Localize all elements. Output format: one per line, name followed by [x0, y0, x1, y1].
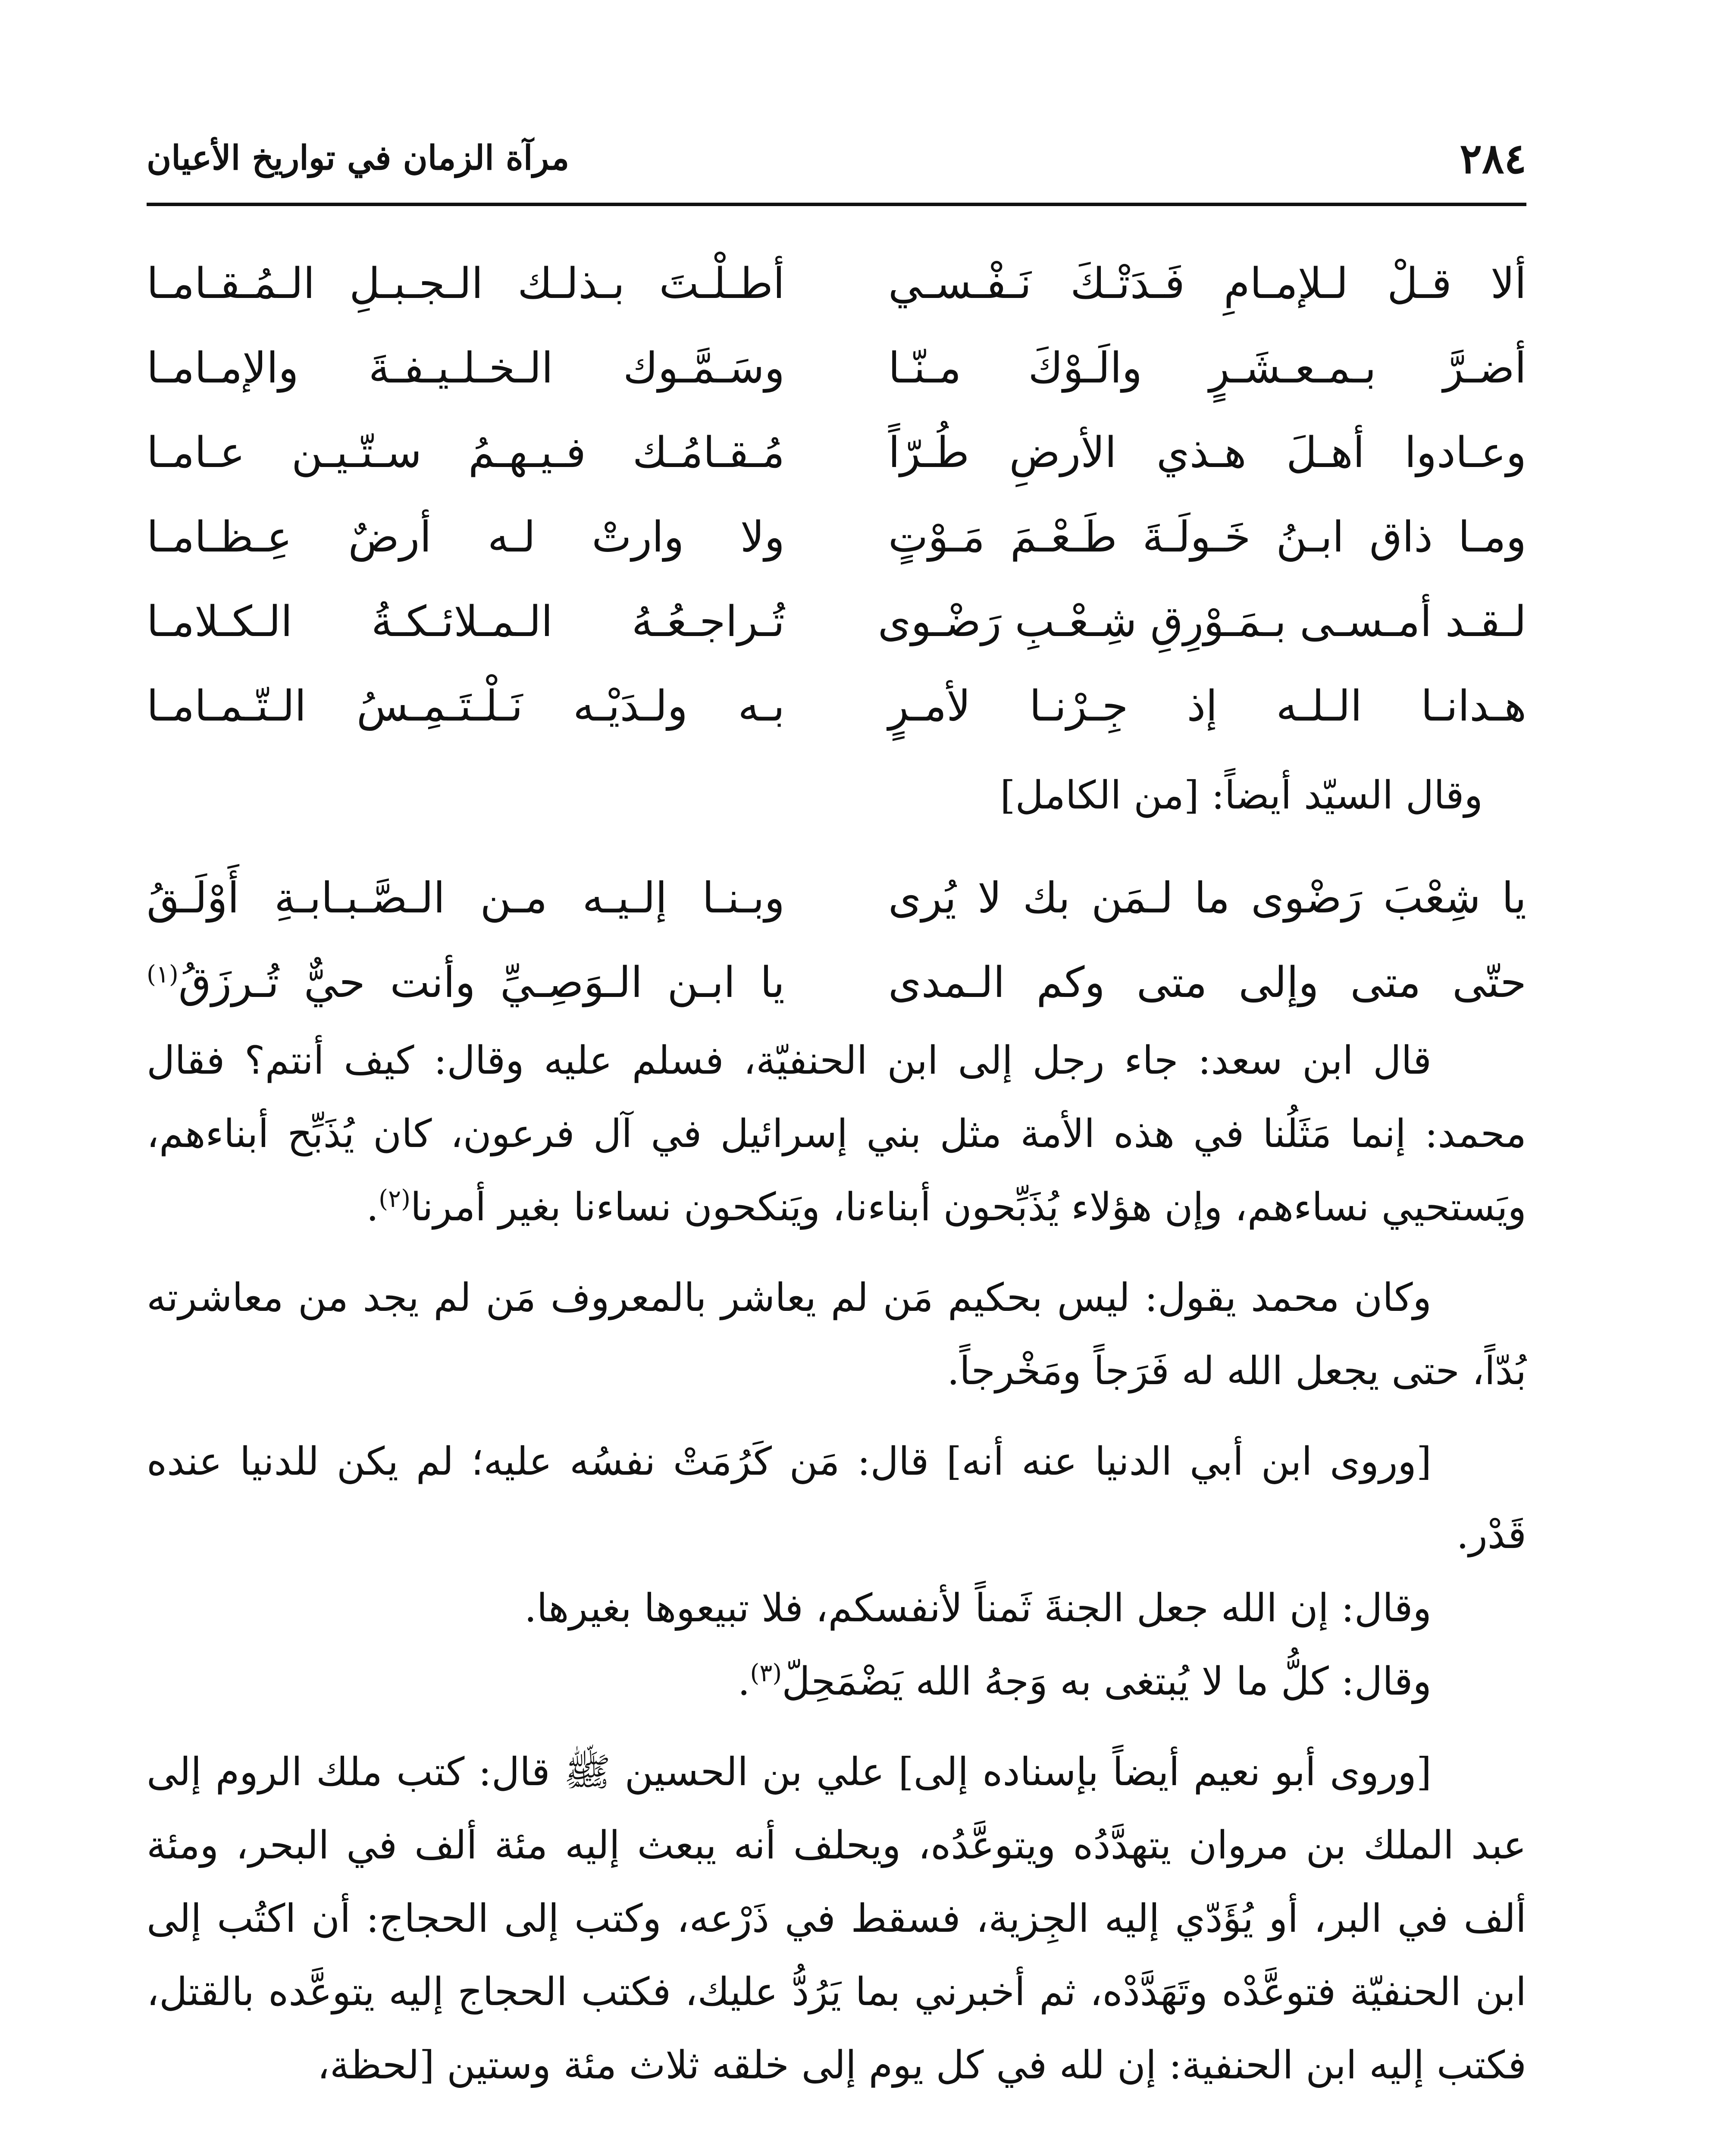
poem-intro: وقال السيّد أيضاً: [من الكامل]	[1000, 773, 1483, 818]
poem-line	[147, 241, 1526, 326]
poem-first-hemistich: وعـادوا أهـلَ هـذي الأرضِ طُـرّاً	[888, 428, 1526, 477]
poem-second-hemistich: أطـلْـتَ بـذلـك الـجـبـلِ الـمُـقـامـا	[147, 259, 785, 308]
footnote-ref-3: (٣)	[750, 1659, 782, 1687]
poem-first-hemistich: ألا قـلْ لـلإمـامِ فَـدَتْـكَ نَـفْـسـي	[888, 259, 1526, 308]
header-rule	[147, 203, 1526, 206]
page-number: ٢٨٤	[1460, 134, 1526, 183]
paragraph-text: وقال: كلُّ ما لا يُبتغى به وَجهُ الله يَضْمَحِلّ	[782, 1659, 1432, 1704]
poem-first-hemistich: لـقـد أمـسـى بـمَـوْرِقِ شِـعْـبِ رَضْـوى	[877, 597, 1526, 646]
poem-second-hemistich: وبـنـا إلـيـه مـن الـصَّـبـابـةِ أَوْلَـقُ	[147, 874, 785, 923]
poem-second-hemistich: مُـقـامُـك فـيـهـمُ سـتّـيـن عـامـا	[147, 428, 785, 477]
poem-line	[147, 495, 1526, 580]
poem-first-hemistich: ومـا ذاق ابـنُ خَـولَـةَ طَـعْـمَ مَـوْتٍ	[888, 513, 1526, 562]
prose-body	[147, 1024, 1526, 2119]
paragraph-abu-nuaym: [وروى أبو نعيم أيضاً بإسناده إلى] علي بن الحسين ﷺ قال: كتب ملك الروم إلى عبد الملك بن مروان يتهدَّدُه ويتوعَّدُه، ويحلف أنه يبعث إليه مئة ألف في البحر، ومئة ألف في البر، أو يُؤَدّي إليه الجِزية، فسقط في ذَرْعه، وكتب إلى الحجاج: أن اكتُب إلى ابن الحنفيّة فتوعَّدْه وتَهَدَّدْه، ثم أخبرني بما يَرُدُّ عليك، فكتب الحجاج إليه يتوعَّده بالقتل، فكتب إليه ابن الحنفية: إن لله في كل يوم إلى خلقه ثلاث مئة وستين [لحظة،	[147, 1749, 1526, 2088]
paragraph-jannah: وقال: إن الله جعل الجنةَ ثَمناً لأنفسكم، فلا تبيعوها بغيرها.	[524, 1586, 1432, 1631]
poem-first-hemistich: يا شِعْبَ رَضْوى ما لـمَن بك لا يُرى	[888, 874, 1526, 923]
poem-first-hemistich: هـدانـا الـلـه إذ جِـرْنـا لأمـرٍ	[888, 682, 1526, 731]
poem-line	[147, 856, 1526, 940]
poem-line	[147, 411, 1526, 495]
footnote-ref-2: (٢)	[379, 1185, 410, 1213]
poem-second-hemistich: بـه ولـدَيْـه نَـلْـتَـمِـسُ الـتّـمـامـا	[147, 682, 785, 731]
poem-second-hemistich	[147, 940, 785, 1025]
footnote-ref-1: (١)	[147, 960, 179, 989]
poem-second-hemistich: تُـراجـعُـهُ الـمـلائـكـةُ الـكـلامـا	[147, 597, 785, 646]
paragraph-hakim: وكان محمد يقول: ليس بحكيم مَن لم يعاشر بالمعروف مَن لم يجد من معاشرته بُدّاً، حتى يجعل الله له فَرَجاً ومَخْرجاً.	[147, 1275, 1526, 1394]
paragraph-yadmahill: وقال: كلُّ ما لا يُبتغى به وَجهُ الله يَضْمَحِلّ$^{(٣)}$.	[737, 1659, 1432, 1704]
running-title: مرآة الزمان في تواريخ الأعيان	[147, 138, 570, 178]
paragraph-text: قال ابن سعد: جاء رجل إلى ابن الحنفيّة، فسلم عليه وقال: كيف أنتم؟ فقال محمد: إنما مَثَلُنا في هذه الأمة مثل بني إسرائيل في آل فرعون، كان يُذَبِّح أبناءهم، ويَستحيي نساءهم، وإن هؤلاء يُذَبِّحون أبناءنا، ويَنكحون نساءنا بغير أمرنا	[147, 1038, 1526, 1230]
poem-second-hemistich: وسَـمَّـوك الـخـلـيـفـةَ والإمـامـا	[147, 344, 785, 393]
poem-line	[147, 940, 1526, 1025]
poem-first-hemistich: حتّى متى وإلى متى وكم الـمدى	[888, 958, 1526, 1007]
paragraph-ibn-saad: قال ابن سعد: جاء رجل إلى ابن الحنفيّة، فسلم عليه وقال: كيف أنتم؟ فقال محمد: إنما مَثَلُنا في هذه الأمة مثل بني إسرائيل في آل فرعون، كان يُذَبِّح أبناءهم، ويَستحيي نساءهم، وإن هؤلاء يُذَبِّحون أبناءنا، ويَنكحون نساءنا بغير أمرنا$^{(٢)}$.	[147, 1038, 1526, 1230]
poem-line	[147, 326, 1526, 411]
poem-first-hemistich: أضـرَّ بـمـعـشَـرٍ والَـوْكَ مـنّـا	[888, 344, 1526, 393]
poem-block-1	[147, 241, 1526, 749]
poem-second-hemistich: ولا وارتْ لـه أرضٌ عِـظـامـا	[147, 513, 785, 562]
poem-line	[147, 580, 1526, 664]
poem-block-2	[147, 856, 1526, 1025]
paragraph-ibn-abi-dunya: [وروى ابن أبي الدنيا عنه أنه] قال: مَن كَرُمَتْ نفسُه عليه؛ لم يكن للدنيا عنده قَدْر.	[147, 1439, 1526, 1557]
poem-line	[147, 664, 1526, 749]
page-header	[147, 129, 1526, 203]
poem-hemistich-text: يا ابـن الـوَصِـيِّ وأنت حيٌّ تُـرزَقُ	[178, 958, 785, 1007]
